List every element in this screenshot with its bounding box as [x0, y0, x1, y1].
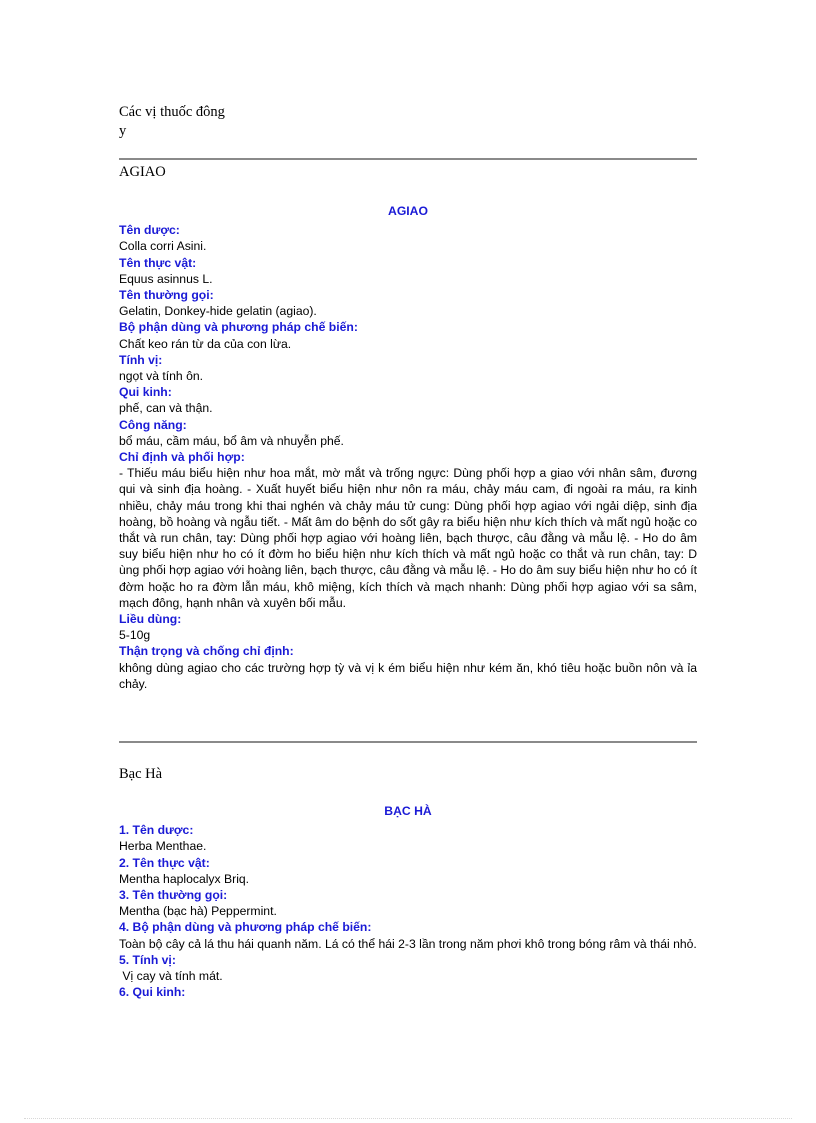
field-list [119, 222, 697, 692]
document-title-line-1: Các vị thuốc đông [119, 104, 225, 120]
field-value: Chất keo rán từ da của con lừa. [119, 336, 292, 351]
section-divider [119, 158, 697, 160]
field-value: Mentha (bạc hà) Peppermint. [119, 904, 277, 919]
field-label: Tên thường gọi: [119, 288, 214, 303]
field-value: ngọt và tính ôn. [119, 369, 204, 384]
field-label: Tính vị: [119, 352, 163, 367]
field-label: 4. Bộ phận dùng và phương pháp chế biến: [119, 920, 372, 935]
section-name: AGIAO [119, 164, 166, 180]
field-label: Tên thực vật: [119, 255, 197, 270]
field-label: Qui kinh: [119, 385, 172, 400]
page-bottom-edge [24, 1118, 792, 1119]
field-label: 1. Tên dược: [119, 823, 194, 838]
field-value: Toàn bộ cây cả lá thu hái quanh năm. Lá có thể hái 2-3 lần trong năm phơi khô trong bóng râm và thái nhỏ. [119, 936, 697, 951]
field-label: 5. Tính vị: [119, 952, 176, 967]
field-value: phế, can và thận. [119, 401, 213, 416]
document-title-line-2: y [119, 123, 127, 139]
field-value: Equus asinnus L. [119, 271, 213, 286]
field-label: Bộ phận dùng và phương pháp chế biến: [119, 320, 358, 335]
field-label: Công năng: [119, 417, 187, 432]
field-label: 2. Tên thực vật: [119, 855, 210, 870]
section-agiao [119, 163, 697, 692]
field-value: bổ máu, cầm máu, bổ âm và nhuyễn phế. [119, 433, 344, 448]
field-label: Tên dược: [119, 223, 180, 238]
field-value: Herba Menthae. [119, 839, 207, 854]
field-value: Colla corri Asini. [119, 239, 207, 254]
field-label: 3. Tên thường gọi: [119, 888, 228, 903]
field-value: Mentha haplocalyx Briq. [119, 871, 250, 886]
document-title [119, 103, 419, 141]
field-label: Liều dùng: [119, 612, 182, 627]
section-heading: AGIAO [388, 204, 428, 218]
field-label: Thận trọng và chống chỉ định: [119, 644, 294, 659]
section-bac-ha [119, 765, 697, 1000]
field-value: Vị cay và tính mát. [119, 969, 223, 984]
field-value: Gelatin, Donkey-hide gelatin (agiao). [119, 304, 317, 319]
field-label: Chỉ định và phối hợp: [119, 450, 245, 465]
field-value: 5-10g [119, 628, 151, 643]
section-heading: BẠC HÀ [384, 804, 432, 818]
field-value: không dùng agiao cho các trường hợp tỳ và vị k ém biểu hiện như kém ăn, khó tiêu hoặc buồn nôn và ỉa chảy. [119, 660, 697, 691]
field-list [119, 822, 697, 1000]
field-label: 6. Qui kinh: [119, 985, 186, 1000]
field-value: - Thiếu máu biểu hiện như hoa mắt, mờ mắt và trống ngực: Dùng phối hợp a giao với nhân sâm, đương qui và sinh địa hoàng. - Xuất huyết biểu hiện như nôn ra máu, chảy máu cam, đi ngoài ra máu, ra kinh nhiều, chảy máu trong khi thai nghén và chảy máu tử cung: Dùng phối hợp agiao với ngải diệp, sinh địa hoàng, bồ hoàng và ngẫu tiết. - Mất âm do bệnh do sốt gây ra biểu hiện như kích thích và mất ngủ hoặc co thắt và run chân, tay: Dùng phối hợp agiao với hoàng liên, bạch thược, câu đằng và mẫu lệ. - Ho do âm suy biểu hiện như ho có ít đờm ho biểu hiện như kích thích và mất ngủ hoặc co thắt và run chân, tay: D ùng phối hợp agiao với hoàng liên, bạch thược, câu đằng và mẫu lệ. - Ho do âm suy biểu hiện như ho có ít đờm hoặc ho ra đờm lẫn máu, khô miệng, kích thích và mạch nhanh: Dùng phối hợp agiao với sa sâm, mạch đông, hạnh nhân và xuyên bối mẫu. [119, 466, 697, 610]
section-divider [119, 741, 697, 743]
section-name: Bạc Hà [119, 766, 163, 782]
